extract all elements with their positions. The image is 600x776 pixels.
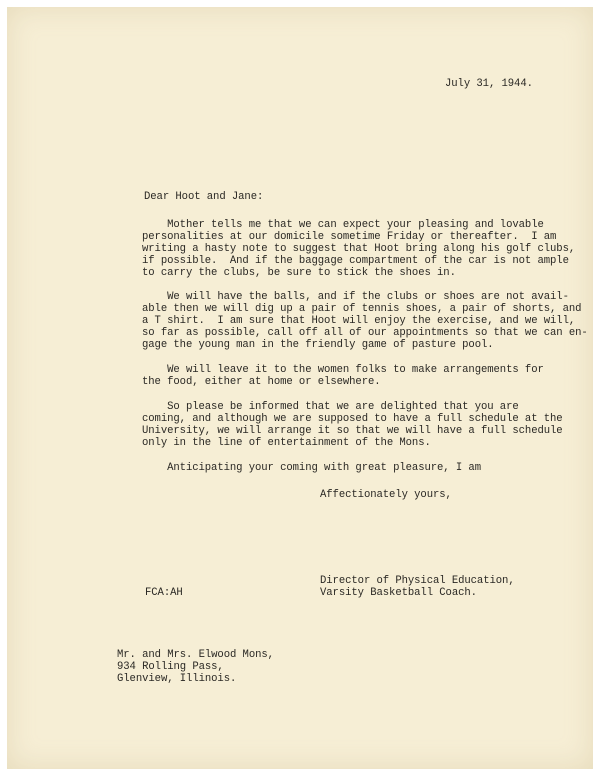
address-line: Mr. and Mrs. Elwood Mons, [117, 649, 274, 661]
paragraph-line: so far as possible, call off all of our appointments so that we can en- [142, 327, 588, 339]
paragraph-line: able then we will dig up a pair of tennis shoes, a pair of shorts, and [142, 303, 582, 315]
signature-title-line: Varsity Basketball Coach. [320, 587, 477, 599]
letter-date: July 31, 1944. [445, 78, 533, 90]
letter-page [7, 7, 593, 769]
paragraph-line: University, we will arrange it so that we will have a full schedule [142, 425, 563, 437]
salutation: Dear Hoot and Jane: [144, 191, 264, 203]
paragraph-line: Anticipating your coming with great pleasure, I am [142, 462, 481, 474]
paragraph-line: Mother tells me that we can expect your pleasing and lovable [142, 219, 544, 231]
closing: Affectionately yours, [320, 489, 452, 501]
address-line: 934 Rolling Pass, [117, 661, 224, 673]
signature-title-line: Director of Physical Education, [320, 575, 515, 587]
paragraph-line: So please be informed that we are delighted that you are [142, 401, 519, 413]
paragraph-line: We will have the balls, and if the clubs or shoes are not avail- [142, 291, 569, 303]
address-line: Glenview, Illinois. [117, 673, 237, 685]
paragraph-line: only in the line of entertainment of the Mons. [142, 437, 431, 449]
paragraph-line: coming, and although we are supposed to have a full schedule at the [142, 413, 563, 425]
paragraph-line: personalities at our domicile sometime Friday or thereafter. I am [142, 231, 557, 243]
paragraph-line: if possible. And if the baggage compartment of the car is not ample [142, 255, 569, 267]
paragraph-line: the food, either at home or elsewhere. [142, 376, 381, 388]
reference-initials: FCA:AH [145, 587, 183, 599]
paragraph-line: gage the young man in the friendly game of pasture pool. [142, 339, 494, 351]
paragraph-line: to carry the clubs, be sure to stick the shoes in. [142, 267, 456, 279]
paragraph-line: writing a hasty note to suggest that Hoot bring along his golf clubs, [142, 243, 576, 255]
paragraph-line: a T shirt. I am sure that Hoot will enjoy the exercise, and we will, [142, 315, 576, 327]
paragraph-line: We will leave it to the women folks to make arrangements for [142, 364, 544, 376]
